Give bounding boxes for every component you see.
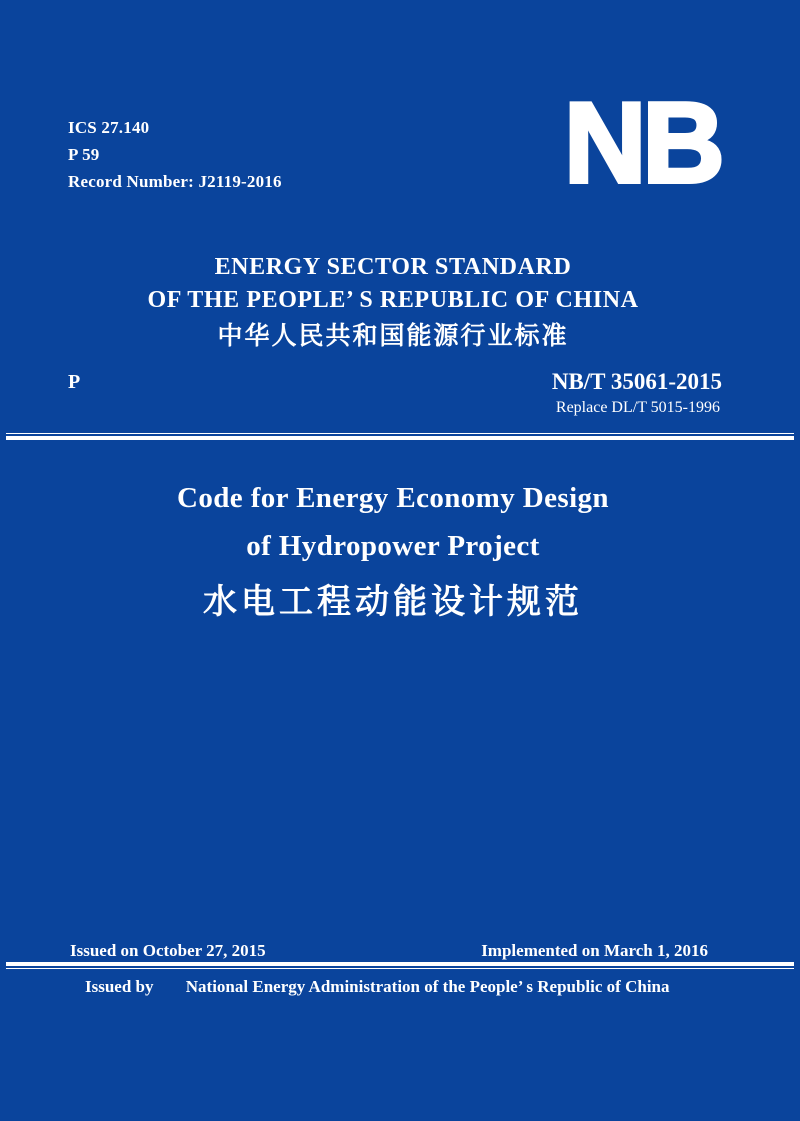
nb-logo: NB (564, 80, 721, 207)
standard-name-en-line1: ENERGY SECTOR STANDARD (214, 254, 572, 280)
divider-header (6, 433, 794, 440)
standard-name-zh: 中华人民共和国能源行业标准 (217, 322, 569, 350)
standard-name-en-line2: OF THE PEOPLE’ S REPUBLIC OF CHINA (147, 287, 639, 313)
replaces-note: Replace DL/T 5015-1996 (555, 399, 720, 416)
title-en-line1: Code for Energy Economy Design (177, 482, 609, 514)
ics-code: ICS 27.140 (68, 118, 150, 137)
issuer-row (85, 977, 670, 997)
divider-dates (6, 962, 794, 969)
p-classification: P 59 (68, 145, 100, 164)
issuer-name: National Energy Administration of the People’ s Republic of China (185, 977, 670, 996)
title-en-line2: of Hydropower Project (246, 530, 540, 562)
implemented-date: Implemented on March 1, 2016 (481, 941, 708, 960)
issued-by-label: Issued by (85, 977, 154, 996)
title-block (0, 474, 786, 624)
title-zh: 水电工程动能设计规范 (203, 584, 583, 621)
classification-block (68, 114, 282, 195)
standard-header (0, 251, 786, 351)
dates-row (70, 941, 708, 961)
record-number: Record Number: J2119-2016 (68, 172, 282, 191)
document-class-letter: P (68, 371, 81, 393)
issued-date: Issued on October 27, 2015 (70, 941, 266, 960)
standard-number: NB/T 35061-2015 (551, 369, 722, 394)
